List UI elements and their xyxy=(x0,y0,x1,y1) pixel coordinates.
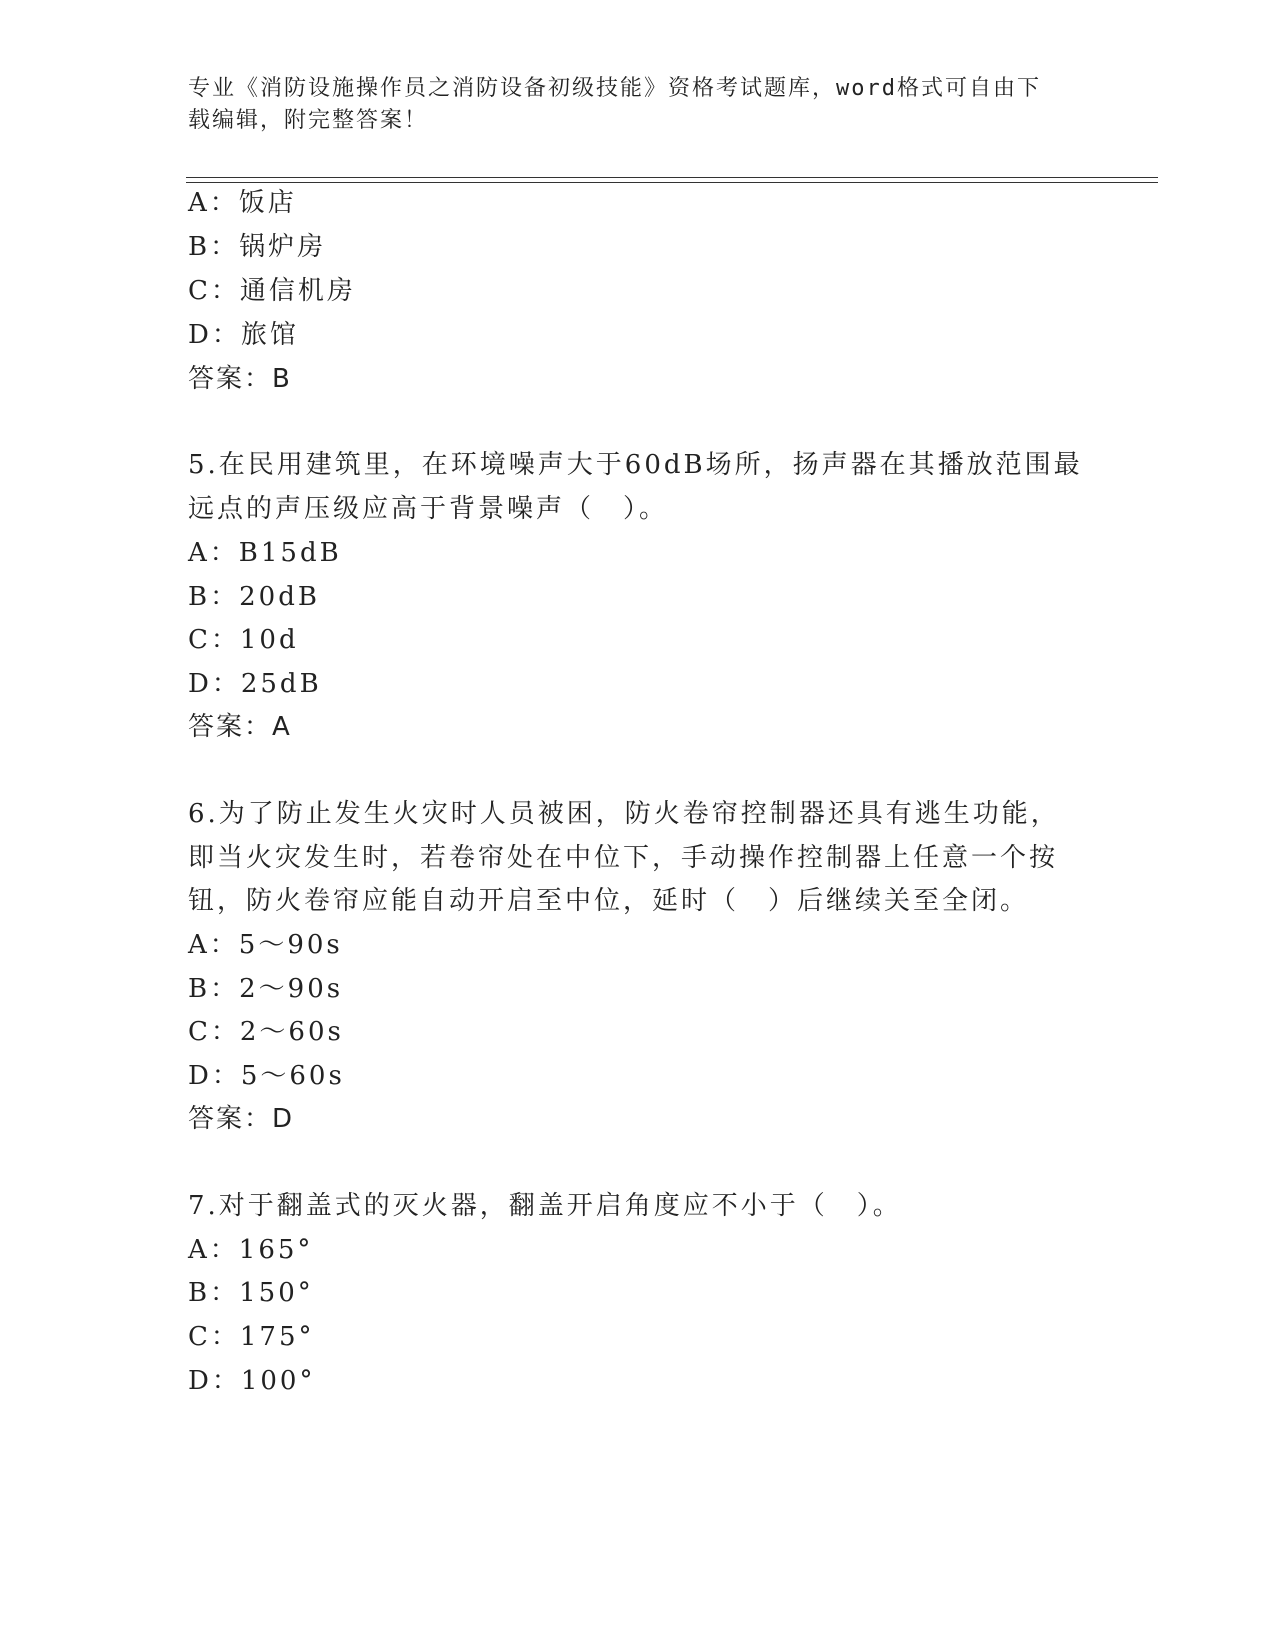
q4-option-c: C：通信机房 xyxy=(188,276,356,306)
q6-stem-line-1: 6.为了防止发生火灾时人员被困，防火卷帘控制器还具有逃生功能， xyxy=(188,799,1060,829)
q7-option-c: C：175° xyxy=(188,1322,315,1352)
q4-answer: 答案：B xyxy=(188,364,292,394)
q7-option-d: D：100° xyxy=(188,1366,316,1396)
q6-option-c: C：2～60s xyxy=(188,1017,344,1047)
q4-option-d: D：旅馆 xyxy=(188,320,299,350)
header-divider-bottom xyxy=(186,182,1158,183)
q6-option-b: B：2～90s xyxy=(188,974,344,1004)
q5-option-b: B：20dB xyxy=(188,582,320,612)
document-header xyxy=(188,73,1068,137)
q7-stem-line-1: 7.对于翻盖式的灭火器，翻盖开启角度应不小于（ ）。 xyxy=(188,1191,902,1221)
q6-option-d: D：5～60s xyxy=(188,1061,345,1091)
q5-stem-line-1: 5.在民用建筑里，在环境噪声大于60dB场所，扬声器在其播放范围最 xyxy=(188,450,1083,480)
q5-option-c: C：10d xyxy=(188,625,299,655)
header-divider-top xyxy=(186,177,1158,178)
q4-option-b: B：锅炉房 xyxy=(188,232,327,262)
q5-option-a: A：B15dB xyxy=(188,538,342,568)
q7-option-b: B：150° xyxy=(188,1278,314,1308)
q7-option-a: A：165° xyxy=(188,1235,314,1265)
q5-answer: 答案：A xyxy=(188,712,292,742)
header-line-1: 专业《消防设施操作员之消防设备初级技能》资格考试题库，word格式可自由下 xyxy=(188,76,1041,101)
q6-answer: 答案：D xyxy=(188,1104,295,1134)
q4-option-a: A：饭店 xyxy=(188,188,297,218)
q6-stem-line-2: 即当火灾发生时，若卷帘处在中位下，手动操作控制器上任意一个按 xyxy=(188,843,1059,873)
q6-option-a: A：5～90s xyxy=(188,930,343,960)
q5-option-d: D：25dB xyxy=(188,669,322,699)
header-line-2: 载编辑，附完整答案！ xyxy=(188,108,429,133)
q5-stem-line-2: 远点的声压级应高于背景噪声（ ）。 xyxy=(188,494,669,524)
q6-stem-line-3: 钮，防火卷帘应能自动开启至中位，延时（ ）后继续关至全闭。 xyxy=(188,886,1030,916)
